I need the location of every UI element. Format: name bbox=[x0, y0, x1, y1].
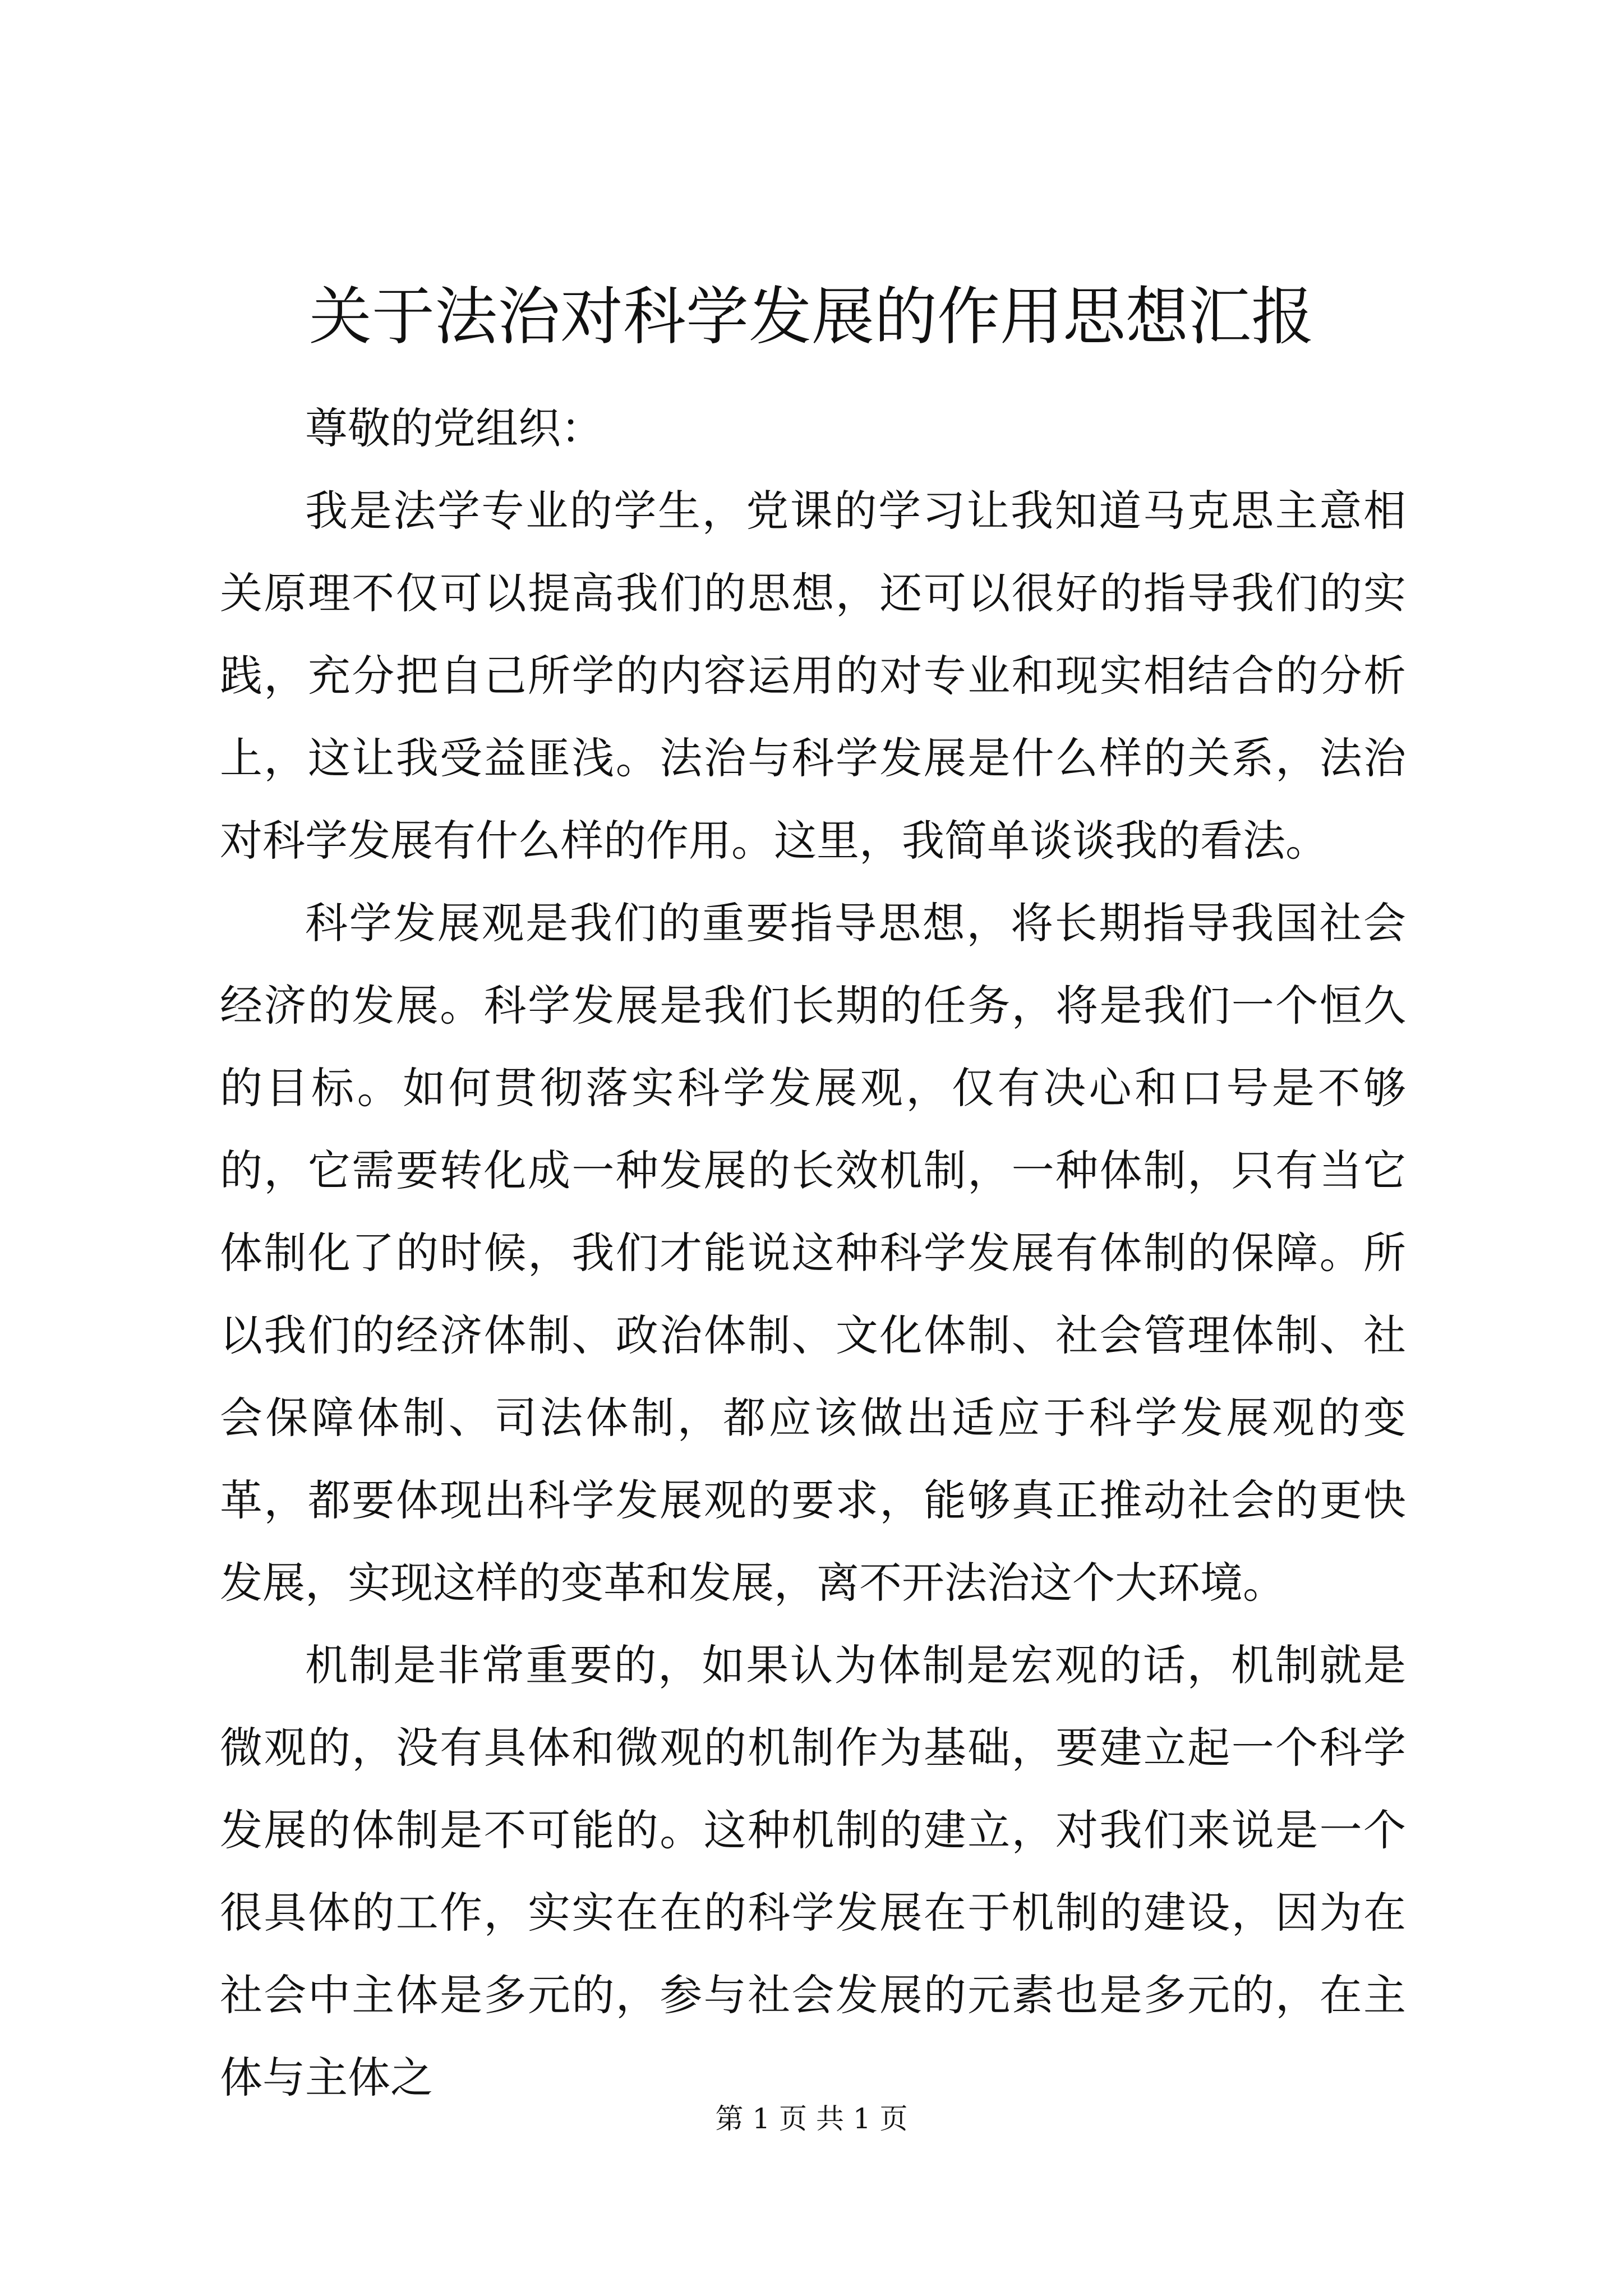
page-footer: 第 1 页 共 1 页 bbox=[715, 2102, 908, 2135]
paragraph-2: 科学发展观是我们的重要指导思想，将长期指导我国社会经济的发展。科学发展是我们长期的任务，将是我们一个恒久的目标。如何贯彻落实科学发展观，仅有决心和口号是不够的，它需要转化成一种发展的长效机制，一种体制，只有当它体制化了的时候，我们才能说这种科学发展有体制的保障。所以我们的经济体制、政治体制、文化体制、社会管理体制、社会保障体制、司法体制，都应该做出适应于科学发展观的变革，都要体现出科学发展观的要求，能够真正推动社会的更快发展，实现这样的变革和发展，离不开法治这个大环境。 bbox=[220, 898, 1406, 1608]
paragraph-1: 我是法学专业的学生，党课的学习让我知道马克思主意相关原理不仅可以提高我们的思想，还可以很好的指导我们的实践，充分把自己所学的内容运用的对专业和现实相结合的分析上，这让我受益匪浅。法治与科学发展是什么样的关系，法治对科学发展有什么样的作用。这里，我简单谈谈我的看法。 bbox=[220, 486, 1406, 866]
salutation: 尊敬的党组织： bbox=[305, 403, 603, 453]
document-body bbox=[220, 387, 1406, 2119]
document-title: 关于法治对科学发展的作用思想汇报 bbox=[309, 280, 1314, 353]
paragraph-3: 机制是非常重要的，如果认为体制是宏观的话，机制就是微观的，没有具体和微观的机制作为基础，要建立起一个科学发展的体制是不可能的。这种机制的建立，对我们来说是一个很具体的工作，实实在在的科学发展在于机制的建设，因为在社会中主体是多元的，参与社会发展的元素也是多元的，在主体与主体之 bbox=[220, 1640, 1406, 2102]
